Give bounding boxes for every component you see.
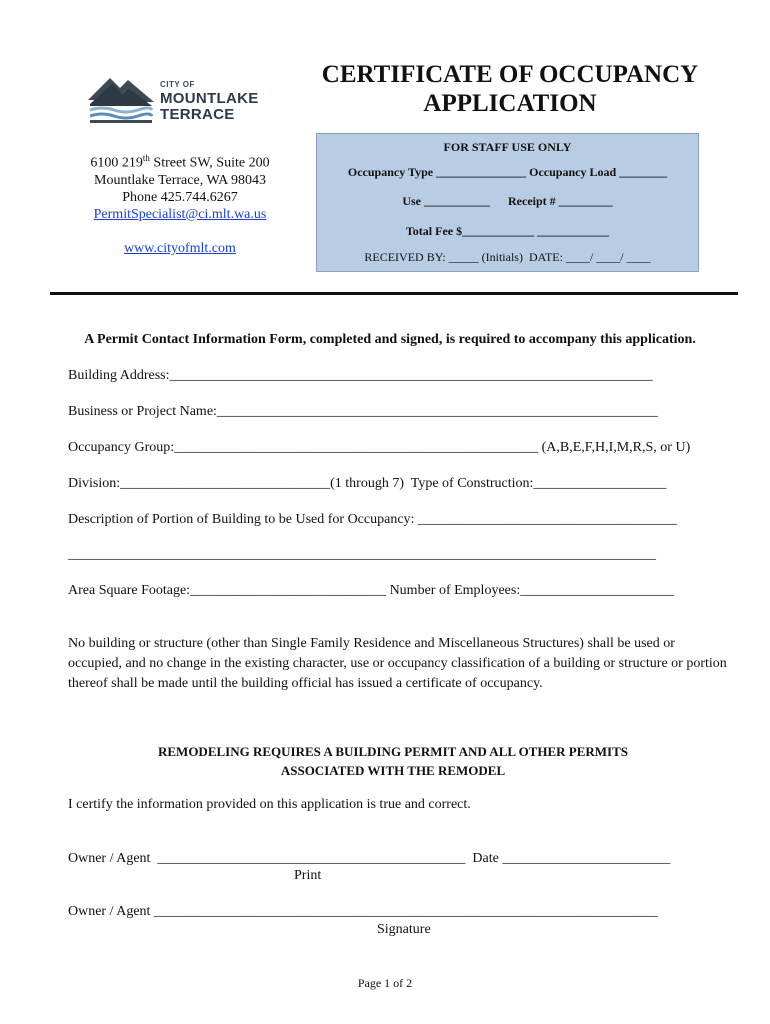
description-continuation-field[interactable]: ____________________________________________________________________________________ — [68, 547, 656, 562]
print-caption: Print — [294, 868, 322, 883]
street-number: 6100 219 — [90, 155, 143, 171]
title-line-2: APPLICATION — [423, 90, 597, 117]
area-employees-field[interactable]: Area Square Footage:____________________________ Number of Employees:______________________ — [68, 583, 675, 598]
business-name-field[interactable]: Business or Project Name:_______________________________________________________________ — [68, 404, 658, 419]
logo-terrace: TERRACE — [160, 106, 235, 123]
page-number: Page 1 of 2 — [357, 976, 413, 990]
staff-occupancy-row: Occupancy Type _______________ Occupancy Load ________ — [347, 165, 668, 179]
street-name: Street SW, Suite 200 — [149, 155, 270, 171]
page-title — [300, 60, 720, 118]
occupancy-rule-paragraph: No building or structure (other than Single Family Residence and Miscellaneous Structures) shall be used or occupied, and no change in the existing character, use or occupancy classification of a building or structure or portion thereof shall be made until the building official has issued a certificate of occupancy. — [68, 636, 727, 691]
website-link[interactable]: www.cityofmlt.com — [124, 240, 236, 256]
contact-form-notice: A Permit Contact Information Form, completed and signed, is required to accompany this application. — [84, 332, 696, 347]
city-address — [60, 150, 300, 257]
staff-fee-row: Total Fee $____________ ____________ — [405, 224, 610, 238]
owner-signature-field[interactable]: Owner / Agent ________________________________________________________________________ — [68, 904, 658, 919]
title-line-1: CERTIFICATE OF OCCUPANCY — [321, 61, 699, 88]
remodel-line-2: ASSOCIATED WITH THE REMODEL — [280, 763, 506, 778]
occupancy-group-field[interactable]: Occupancy Group:____________________________________________________ (A,B,E,F,H,I,M,R,S, or U) — [68, 440, 691, 455]
header-divider — [50, 292, 738, 295]
phone-number: Phone 425.744.6267 — [122, 189, 238, 205]
staff-use-row: Use ___________ Receipt # _________ — [402, 194, 613, 208]
logo-mountlake: MOUNTLAKE — [160, 90, 259, 107]
building-address-field[interactable]: Building Address:_____________________________________________________________________ — [68, 368, 653, 383]
owner-print-field[interactable]: Owner / Agent ____________________________________________ Date ________________________ — [68, 851, 671, 866]
staff-received-row: RECEIVED BY: _____ (Initials) DATE: ____/ ____/ ____ — [364, 250, 651, 264]
logo-city-of: CITY OF — [160, 80, 195, 89]
mountain-logo-icon — [88, 72, 154, 126]
signature-caption: Signature — [377, 922, 431, 937]
division-construction-field[interactable]: Division:______________________________(1 through 7) Type of Construction:___________________ — [68, 476, 667, 491]
street-ordinal: th — [142, 153, 150, 163]
certify-statement: I certify the information provided on this application is true and correct. — [68, 797, 471, 812]
email-link[interactable]: PermitSpecialist@ci.mlt.wa.us — [93, 206, 267, 222]
staff-heading: FOR STAFF USE ONLY — [443, 140, 572, 154]
city-logo — [88, 70, 268, 130]
occupancy-description-field[interactable]: Description of Portion of Building to be Used for Occupancy: _____________________________________ — [68, 512, 677, 527]
remodel-notice — [68, 742, 718, 780]
remodel-line-1: REMODELING REQUIRES A BUILDING PERMIT AND ALL OTHER PERMITS — [157, 744, 629, 759]
street-address — [60, 150, 300, 172]
staff-use-box — [316, 133, 699, 272]
city-state-zip: Mountlake Terrace, WA 98043 — [94, 172, 266, 188]
